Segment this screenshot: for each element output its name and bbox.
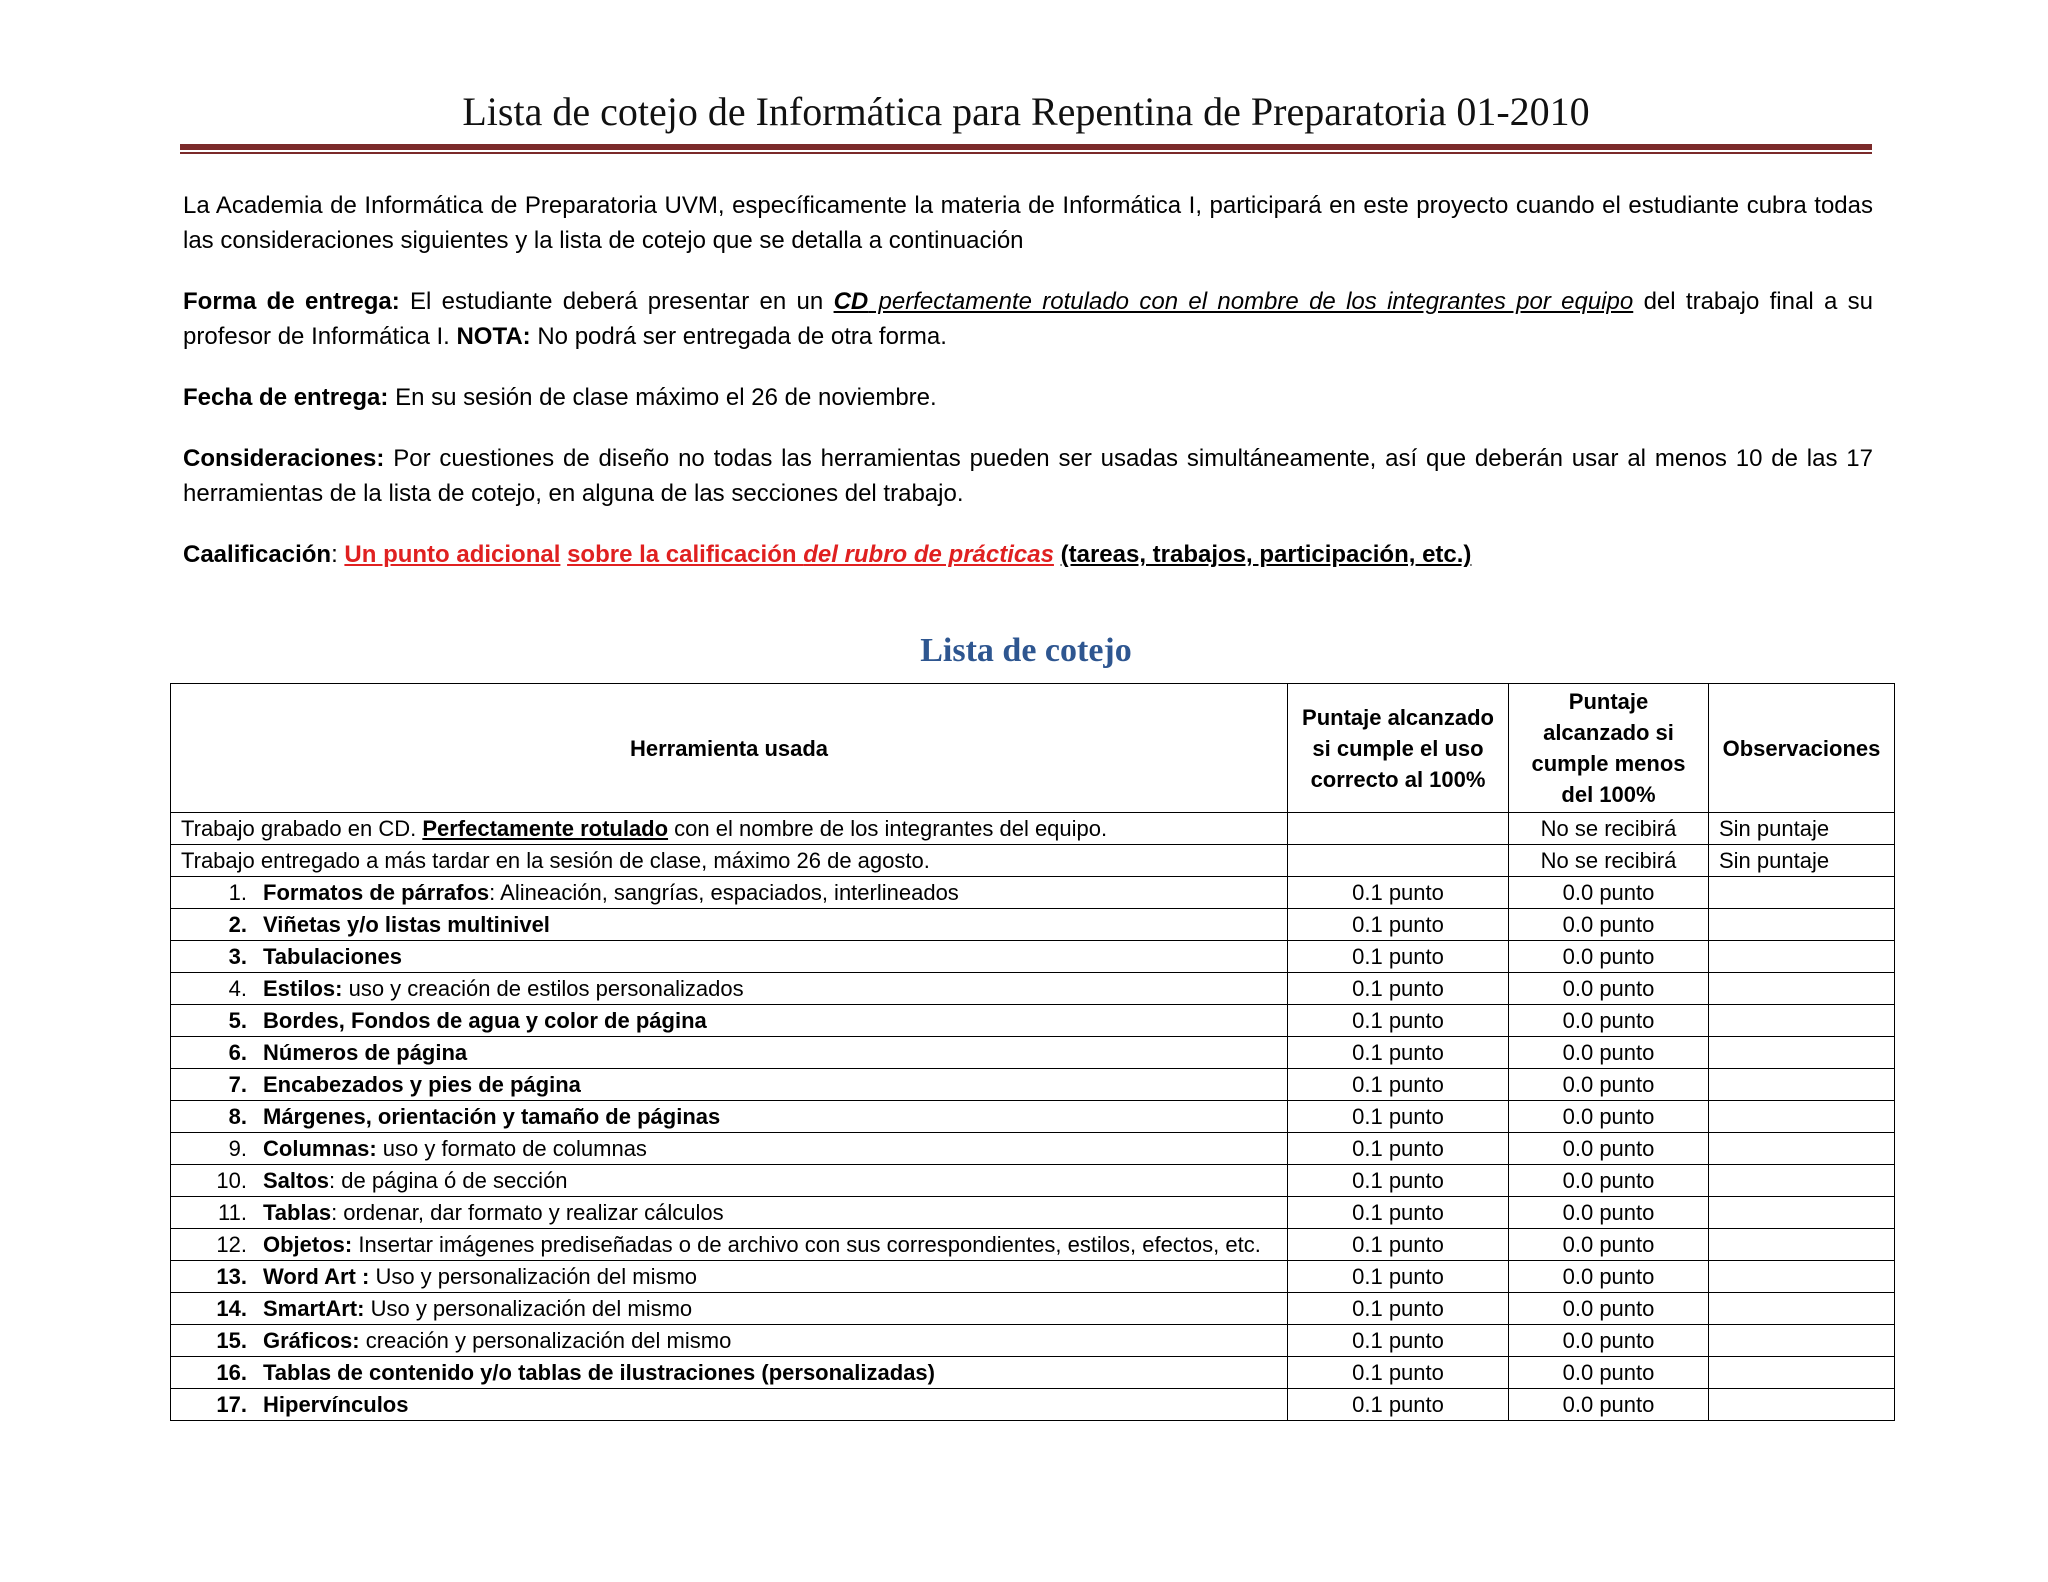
calificacion-black: (tareas, trabajos, participación, etc.) [1060,541,1472,568]
item-full-score: 0.1 punto [1288,909,1509,941]
item-full-score: 0.1 punto [1288,1389,1509,1421]
table-row [171,973,1895,1005]
item-full-score: 0.1 punto [1288,877,1509,909]
item-bold-label: Tablas de contenido y/o tablas de ilustraciones (personalizadas) [263,1360,935,1385]
table-row [171,1197,1895,1229]
consideraciones-paragraph [183,441,1873,511]
item-observations [1709,1229,1895,1261]
table-row [171,909,1895,941]
item-full-score: 0.1 punto [1288,973,1509,1005]
item-bold-label: Objetos: [263,1232,353,1257]
item-text [263,973,1277,1004]
item-text [263,1389,1277,1420]
item-less-score: 0.0 punto [1509,1325,1709,1357]
item-bold-label: Tabulaciones [263,944,402,969]
nota-text: No podrá ser entregada de otra forma. [530,323,947,350]
item-text [263,1357,1277,1388]
item-observations [1709,1197,1895,1229]
item-description: Uso y personalización del mismo [369,1264,698,1289]
item-bold-label: Encabezados y pies de página [263,1072,581,1097]
item-number: 3. [228,944,247,969]
intro-section [183,188,1873,598]
item-tool-cell [171,1261,1288,1293]
title-rule-thin [180,152,1872,154]
item-less-score: 0.0 punto [1509,1389,1709,1421]
item-observations [1709,1005,1895,1037]
item-less-score: 0.0 punto [1509,1229,1709,1261]
item-tool-cell [171,909,1288,941]
item-text [263,1037,1277,1068]
item-full-score: 0.1 punto [1288,1069,1509,1101]
title-rule-thick [180,144,1872,150]
item-tool-cell [171,1069,1288,1101]
table-row [171,1293,1895,1325]
item-text [263,1325,1277,1356]
item-less-score: 0.0 punto [1509,1069,1709,1101]
checklist-table [170,683,1895,1421]
item-tool-cell [171,1101,1288,1133]
item-text [263,1293,1277,1324]
item-full-score: 0.1 punto [1288,1261,1509,1293]
pre-row-2-obs: Sin puntaje [1709,845,1895,877]
item-less-score: 0.0 punto [1509,1197,1709,1229]
pre-row-1-obs: Sin puntaje [1709,813,1895,845]
item-less-score: 0.0 punto [1509,973,1709,1005]
item-text [263,1005,1277,1036]
item-observations [1709,877,1895,909]
item-number: 7. [228,1072,247,1097]
header-less: Puntaje alcanzado si cumple menos del 100% [1509,684,1709,813]
item-bold-label: Márgenes, orientación y tamaño de páginas [263,1104,721,1129]
item-text [263,1101,1277,1132]
item-number: 10. [216,1168,247,1193]
table-row [171,1389,1895,1421]
item-number: 14. [216,1296,247,1321]
item-number: 4. [228,976,247,1001]
item-description: : de página ó de sección [329,1168,568,1193]
calificacion-red1: Un punto adicional [344,541,561,568]
item-observations [1709,1389,1895,1421]
calificacion-colon: : [331,541,345,568]
item-less-score: 0.0 punto [1509,1357,1709,1389]
item-observations [1709,1357,1895,1389]
item-number: 17. [216,1392,247,1417]
forma-text2: del trabajo final a su profesor de Informática I. [183,288,1873,350]
item-less-score: 0.0 punto [1509,941,1709,973]
item-text [263,1261,1277,1292]
item-less-score: 0.0 punto [1509,1101,1709,1133]
item-observations [1709,1165,1895,1197]
item-full-score: 0.1 punto [1288,1229,1509,1261]
table-row [171,813,1895,845]
table-row [171,941,1895,973]
item-text [263,1229,1277,1260]
item-number: 13. [216,1264,247,1289]
table-body [171,813,1895,1421]
item-description: Insertar imágenes prediseñadas o de archivo con sus correspondientes, estilos, efectos, etc. [352,1232,1261,1257]
fecha-label: Fecha de entrega: [183,384,389,411]
item-number: 9. [228,1136,247,1161]
item-text [263,909,1277,940]
item-bold-label: Tablas [263,1200,332,1225]
item-number: 1. [228,880,247,905]
item-text [263,1133,1277,1164]
table-row [171,1325,1895,1357]
item-less-score: 0.0 punto [1509,1293,1709,1325]
item-bold-label: Columnas: [263,1136,377,1161]
item-description: uso y creación de estilos personalizados [342,976,744,1001]
item-number: 2. [228,912,247,937]
item-observations [1709,1325,1895,1357]
table-row [171,1261,1895,1293]
item-less-score: 0.0 punto [1509,1133,1709,1165]
table-title: Lista de cotejo [920,632,1132,669]
item-tool-cell [171,1133,1288,1165]
nota-label: NOTA: [456,323,531,350]
item-description: : ordenar, dar formato y realizar cálculos [331,1200,724,1225]
item-full-score: 0.1 punto [1288,941,1509,973]
item-text [263,1069,1277,1100]
item-observations [1709,1261,1895,1293]
item-observations [1709,973,1895,1005]
item-tool-cell [171,1037,1288,1069]
table-row [171,1037,1895,1069]
table-row [171,1165,1895,1197]
pre-row-1-tool: Trabajo grabado en CD. Perfectamente rotulado con el nombre de los integrantes del equipo. [171,813,1288,845]
forma-text1: El estudiante deberá presentar en un [399,288,834,315]
item-tool-cell [171,1229,1288,1261]
item-tool-cell [171,1005,1288,1037]
item-less-score: 0.0 punto [1509,1165,1709,1197]
item-less-score: 0.0 punto [1509,1005,1709,1037]
intro-paragraph: La Academia de Informática de Preparatoria UVM, específicamente la materia de Informática I, participará en este proyecto cuando el estudiante cubra todas las consideraciones siguientes y la lista de cotejo que se detalla a continuación [183,192,1873,254]
item-bold-label: Formatos de párrafos [263,880,490,905]
item-text [263,1165,1277,1196]
pre-row-2-tool: Trabajo entregado a más tardar en la sesión de clase, máximo 26 de agosto. [171,845,1288,877]
item-observations [1709,1069,1895,1101]
fecha-paragraph [183,380,1873,415]
item-observations [1709,909,1895,941]
item-description: : Alineación, sangrías, espaciados, interlineados [489,880,959,905]
item-text [263,1197,1277,1228]
forma-paragraph [183,284,1873,354]
item-observations [1709,1293,1895,1325]
item-description: creación y personalización del mismo [359,1328,732,1353]
item-tool-cell [171,877,1288,909]
item-observations [1709,941,1895,973]
item-number: 11. [218,1200,247,1225]
consideraciones-label: Consideraciones: [183,445,385,472]
item-observations [1709,1101,1895,1133]
item-full-score: 0.1 punto [1288,1133,1509,1165]
item-description: Uso y personalización del mismo [364,1296,693,1321]
item-less-score: 0.0 punto [1509,1261,1709,1293]
table-row [171,1101,1895,1133]
table-row [171,1133,1895,1165]
item-tool-cell [171,1325,1288,1357]
item-less-score: 0.0 punto [1509,1037,1709,1069]
item-tool-cell [171,1293,1288,1325]
calificacion-paragraph [183,537,1873,572]
header-tool: Herramienta usada [171,684,1288,813]
item-full-score: 0.1 punto [1288,1037,1509,1069]
item-description: uso y formato de columnas [376,1136,647,1161]
item-number: 8. [228,1104,247,1129]
fecha-text: En su sesión de clase máximo el 26 de noviembre. [388,384,937,411]
table-row [171,1069,1895,1101]
item-bold-label: Word Art : [263,1264,370,1289]
table-row [171,1005,1895,1037]
item-full-score: 0.1 punto [1288,1293,1509,1325]
calificacion-red2: sobre la calificación [567,541,804,568]
pre-row-2-full [1288,845,1509,877]
item-bold-label: Viñetas y/o listas multinivel [263,912,550,937]
pre-row-2-less: No se recibirá [1509,845,1709,877]
item-bold-label: SmartArt: [263,1296,365,1321]
calificacion-red3: del rubro de prácticas [803,541,1054,568]
pre-row-1-full [1288,813,1509,845]
item-number: 15. [216,1328,247,1353]
item-number: 5. [228,1008,247,1033]
forma-label: Forma de entrega: [183,288,400,315]
item-tool-cell [171,973,1288,1005]
item-tool-cell [171,1165,1288,1197]
forma-underlined: perfectamente rotulado con el nombre de los integrantes por equipo [868,288,1634,315]
pre-row-1-less: No se recibirá [1509,813,1709,845]
item-bold-label: Números de página [263,1040,468,1065]
item-tool-cell [171,1197,1288,1229]
item-observations [1709,1037,1895,1069]
item-full-score: 0.1 punto [1288,1005,1509,1037]
item-bold-label: Hipervínculos [263,1392,409,1417]
item-tool-cell [171,1357,1288,1389]
item-less-score: 0.0 punto [1509,877,1709,909]
table-row [171,1229,1895,1261]
item-bold-label: Gráficos: [263,1328,360,1353]
item-full-score: 0.1 punto [1288,1101,1509,1133]
item-number: 16. [216,1360,247,1385]
item-full-score: 0.1 punto [1288,1165,1509,1197]
item-bold-label: Estilos: [263,976,343,1001]
table-header-row [171,684,1895,813]
item-bold-label: Saltos [263,1168,330,1193]
table-row [171,845,1895,877]
header-obs: Observaciones [1709,684,1895,813]
table-row [171,1357,1895,1389]
item-observations [1709,1133,1895,1165]
item-full-score: 0.1 punto [1288,1325,1509,1357]
header-full: Puntaje alcanzado si cumple el uso correcto al 100% [1288,684,1509,813]
item-text [263,877,1277,908]
item-bold-label: Bordes, Fondos de agua y color de página [263,1008,707,1033]
item-text [263,941,1277,972]
forma-cd: CD [833,288,869,315]
item-less-score: 0.0 punto [1509,909,1709,941]
item-number: 12. [216,1232,247,1257]
document-title: Lista de cotejo de Informática para Repentina de Preparatoria 01-2010 [462,89,1590,134]
item-tool-cell [171,941,1288,973]
calificacion-label: Caalificación [183,541,332,568]
item-number: 6. [228,1040,247,1065]
item-full-score: 0.1 punto [1288,1197,1509,1229]
item-tool-cell [171,1389,1288,1421]
table-row [171,877,1895,909]
item-full-score: 0.1 punto [1288,1357,1509,1389]
consideraciones-text: Por cuestiones de diseño no todas las herramientas pueden ser usadas simultáneamente, así que deberán usar al menos 10 de las 17 herramientas de la lista de cotejo, en alguna de las secciones del trabajo. [183,445,1873,507]
